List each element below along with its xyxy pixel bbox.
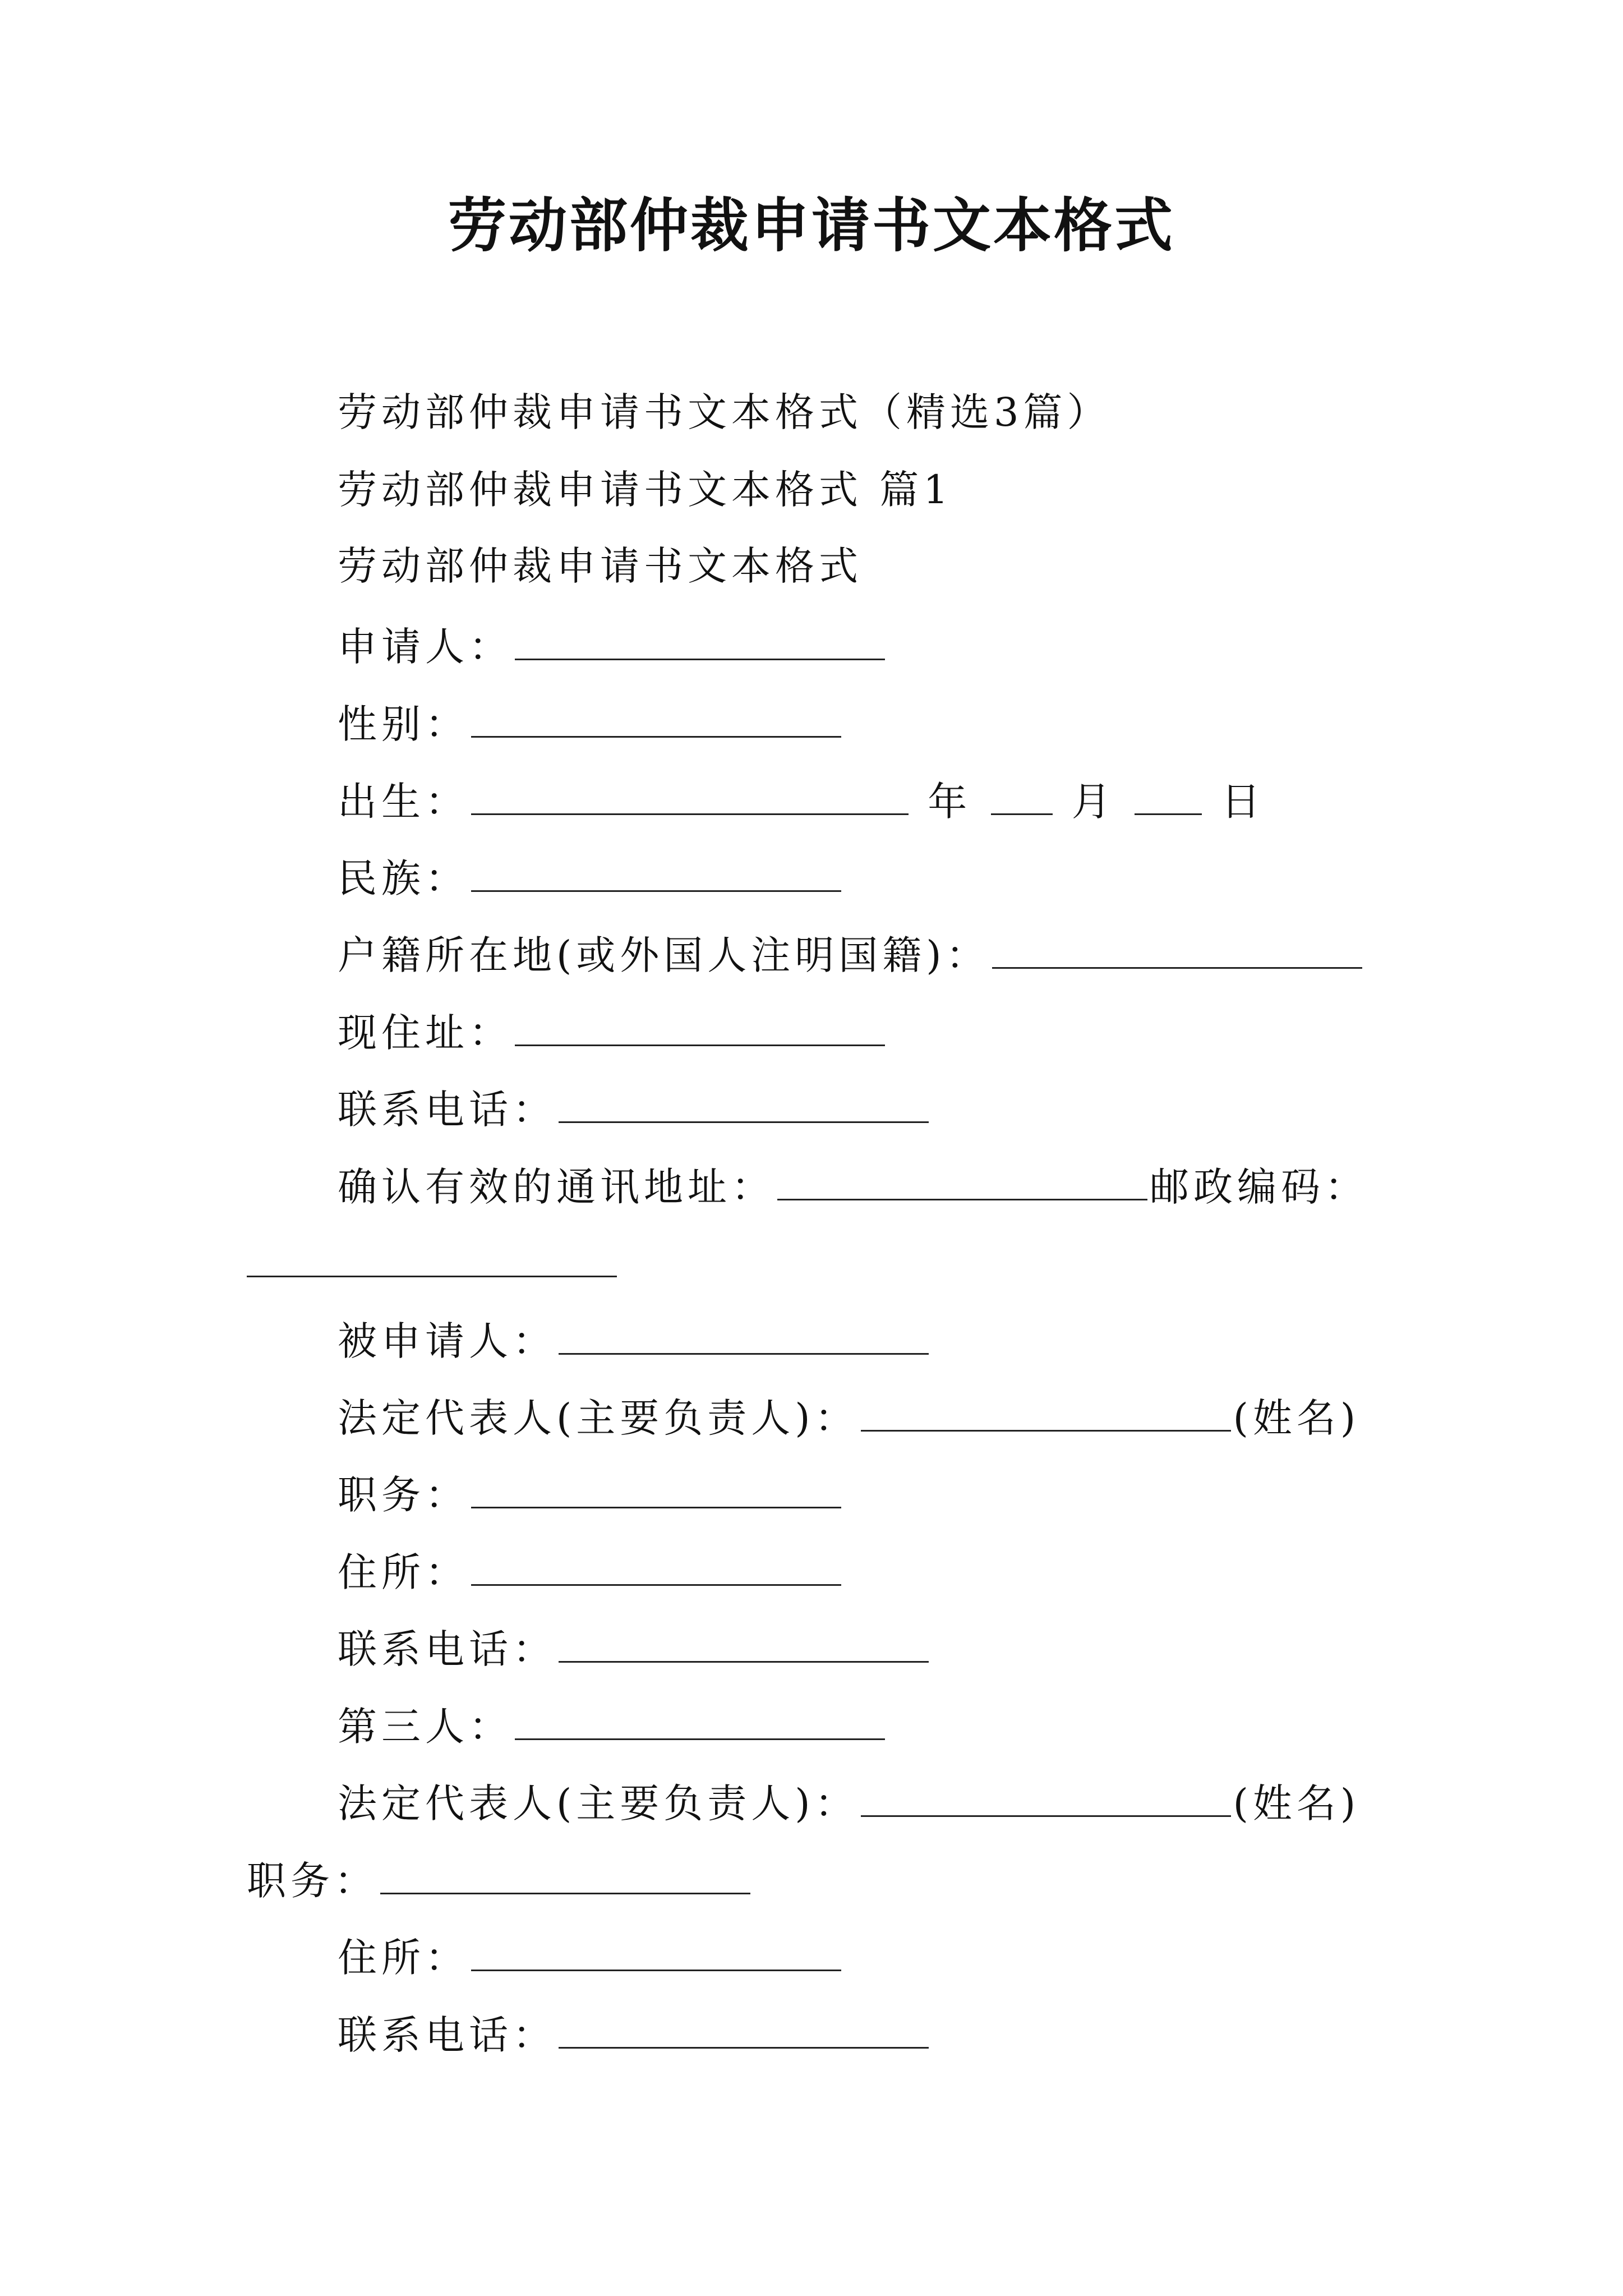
residence-blank-1[interactable] [471,1549,841,1586]
name-note-1: (姓名) [1233,1395,1361,1441]
gender-row [338,701,843,747]
year-label: 年 [928,779,972,825]
applicant-blank[interactable] [515,624,885,660]
phone-label-2: 联系电话： [338,1626,556,1672]
postcode-label: 邮政编码： [1150,1164,1368,1210]
ethnicity-blank[interactable] [471,855,841,892]
day-label: 日 [1221,779,1265,825]
postcode-row [247,1241,619,1283]
residence-row-1 [338,1549,843,1595]
position-label-1: 职务： [338,1472,469,1518]
phone-label-3: 联系电话： [338,2012,556,2058]
gender-blank[interactable] [471,701,841,738]
month-label: 月 [1071,779,1115,825]
third-party-label: 第三人： [338,1704,513,1750]
phone-blank-1[interactable] [559,1087,929,1123]
respondent-label: 被申请人： [338,1318,556,1364]
legal-rep-label-2: 法定代表人(主要负责人)： [338,1780,859,1826]
legal-rep-label-1: 法定代表人(主要负责人)： [338,1395,859,1441]
birth-label: 出生： [338,779,469,825]
applicant-label: 申请人： [338,624,513,670]
gender-label: 性别： [338,701,469,747]
address-label: 现住址： [338,1010,513,1056]
form-heading: 劳动部仲裁申请书文本格式 [338,543,863,589]
subtitle-selection: 劳动部仲裁申请书文本格式（精选3篇） [338,389,1111,435]
phone-blank-3[interactable] [559,2012,929,2049]
phone-row-3 [338,2012,931,2058]
respondent-blank[interactable] [559,1318,929,1355]
ethnicity-label: 民族： [338,855,469,901]
household-blank[interactable] [992,932,1362,969]
legal-rep-blank-1[interactable] [861,1395,1231,1432]
residence-label-1: 住所： [338,1549,469,1595]
position-row-2 [247,1858,753,1904]
respondent-row [338,1318,931,1364]
phone-blank-2[interactable] [559,1626,929,1663]
ethnicity-row [338,855,843,901]
legal-rep-row-1 [338,1395,1361,1441]
legal-rep-blank-2[interactable] [861,1780,1231,1817]
residence-label-2: 住所： [338,1935,469,1981]
household-label: 户籍所在地(或外国人注明国籍)： [338,932,990,978]
phone-row-2 [338,1626,931,1672]
contact-address-row [338,1164,1368,1210]
postcode-blank[interactable] [247,1241,617,1277]
third-party-blank[interactable] [515,1704,885,1740]
month-blank[interactable] [991,779,1053,815]
phone-label-1: 联系电话： [338,1087,556,1133]
household-row [338,932,1364,978]
birth-blank[interactable] [471,779,909,815]
contact-address-blank[interactable] [777,1164,1147,1200]
residence-row-2 [338,1935,843,1981]
applicant-row [338,624,887,670]
document-title: 劳动部仲裁申请书文本格式 [448,191,1175,260]
position-blank-1[interactable] [471,1472,841,1508]
position-blank-2[interactable] [380,1858,750,1894]
position-label-2: 职务： [247,1858,378,1904]
day-blank[interactable] [1135,779,1202,815]
residence-blank-2[interactable] [471,1935,841,1971]
address-blank[interactable] [515,1010,885,1046]
address-row [338,1010,887,1056]
third-party-row [338,1704,887,1750]
position-row-1 [338,1472,843,1518]
name-note-2: (姓名) [1233,1780,1361,1826]
birth-row [338,779,1265,825]
subtitle-part1: 劳动部仲裁申请书文本格式 篇1 [338,467,953,513]
contact-address-label: 确认有效的通讯地址： [338,1164,775,1210]
phone-row-1 [338,1087,931,1133]
legal-rep-row-2 [338,1780,1361,1826]
